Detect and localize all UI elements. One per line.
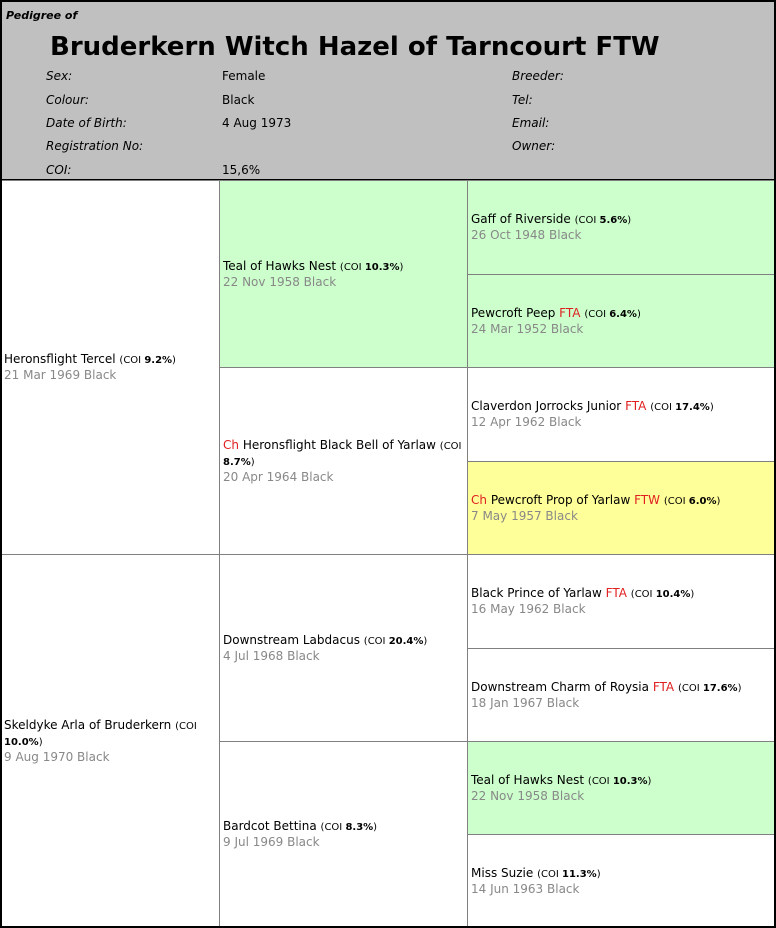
sire-meta: 21 Mar 1969 Black [4, 368, 117, 382]
sire-dam-cell[interactable] [219, 367, 468, 555]
sss-coi: (COI 5.6%) [574, 215, 632, 226]
sss-meta: 26 Oct 1948 Black [471, 228, 582, 242]
dam-dam-coi: (COI 8.3%) [320, 822, 378, 833]
dob-label: Date of Birth: [46, 116, 127, 130]
pedigree-of-label: Pedigree of [6, 9, 78, 22]
coi-value: 15,6% [222, 163, 261, 177]
colour-label: Colour: [46, 93, 89, 107]
dds-name[interactable]: Teal of Hawks Nest [471, 772, 585, 787]
sire-coi: (COI 9.2%) [119, 355, 176, 366]
dam-sire-meta: 4 Jul 1968 Black [223, 648, 320, 663]
dds-cell[interactable] [467, 741, 776, 835]
sire-dam-meta: 20 Apr 1964 Black [223, 469, 334, 484]
dsd-title: FTA [652, 679, 675, 694]
sire-dam-name[interactable]: Heronsflight Black Bell of Yarlaw [242, 437, 436, 452]
ssd-title: FTA [559, 305, 581, 320]
sex-label: Sex: [46, 69, 73, 83]
email-label: Email: [512, 116, 550, 130]
sire-sire-coi: (COI 10.3%) [339, 261, 404, 273]
sds-coi: (COI 17.4%) [650, 402, 714, 413]
dss-name[interactable]: Black Prince of Yarlaw [471, 586, 602, 600]
dsd-name[interactable]: Downstream Charm of Roysia [471, 679, 649, 694]
ddd-coi: (COI 11.3%) [537, 868, 601, 880]
sss-name[interactable]: Gaff of Riverside [471, 212, 571, 226]
dds-coi: (COI 10.3%) [587, 775, 652, 787]
ssd-name[interactable]: Pewcroft Peep [471, 305, 556, 320]
dog-title: Bruderkern Witch Hazel of Tarncourt FTW [50, 32, 660, 62]
dam-sire-coi: (COI 20.4%) [363, 635, 428, 647]
sdd-title: FTW [634, 492, 660, 507]
dam-coi: (COI 10.0%) [4, 720, 197, 748]
dss-meta: 16 May 1962 Black [471, 602, 586, 616]
sire-sire-meta: 22 Nov 1958 Black [223, 274, 337, 289]
dds-meta: 22 Nov 1958 Black [471, 788, 585, 803]
sds-meta: 12 Apr 1962 Black [471, 415, 582, 429]
pedigree-header [0, 0, 776, 181]
dsd-meta: 18 Jan 1967 Black [471, 695, 580, 710]
sdd-prefix: Ch [471, 492, 487, 507]
sdd-coi: (COI 6.0%) [663, 495, 721, 507]
sds-title: FTA [625, 399, 647, 413]
dam-sire-name[interactable]: Downstream Labdacus [223, 632, 360, 647]
sire-sire-name[interactable]: Teal of Hawks Nest [223, 258, 337, 273]
sire-cell[interactable] [0, 180, 220, 555]
tel-label: Tel: [512, 93, 533, 107]
registration-label: Registration No: [46, 139, 144, 153]
sire-sire-cell[interactable] [219, 180, 468, 368]
dam-dam-meta: 9 Jul 1969 Black [223, 835, 320, 849]
sds-name[interactable]: Claverdon Jorrocks Junior [471, 399, 622, 413]
dss-title: FTA [605, 586, 627, 600]
dam-sire-cell[interactable] [219, 554, 468, 742]
breeder-label: Breeder: [512, 69, 564, 83]
dam-meta: 9 Aug 1970 Black [4, 749, 110, 764]
dss-cell[interactable] [467, 554, 776, 649]
coi-label: COI: [46, 163, 72, 177]
sex-value: Female [222, 69, 266, 83]
ssd-cell[interactable] [467, 274, 776, 368]
dam-dam-name[interactable]: Bardcot Bettina [223, 819, 317, 833]
dam-cell[interactable] [0, 554, 220, 928]
ddd-meta: 14 Jun 1963 Black [471, 881, 580, 896]
sire-dam-coi: (COI 8.7%) [223, 440, 462, 468]
sds-cell[interactable] [467, 367, 776, 462]
champion-prefix: Ch [223, 437, 239, 452]
sdd-name[interactable]: Pewcroft Prop of Yarlaw [490, 492, 631, 507]
dam-dam-cell[interactable] [219, 741, 468, 928]
dsd-cell[interactable] [467, 648, 776, 742]
sdd-meta: 7 May 1957 Black [471, 508, 578, 523]
sire-name[interactable]: Heronsflight Tercel [4, 352, 116, 366]
ddd-cell[interactable] [467, 834, 776, 928]
sdd-cell[interactable] [467, 461, 776, 555]
ssd-coi: (COI 6.4%) [584, 308, 641, 320]
dsd-coi: (COI 17.6%) [677, 682, 742, 694]
sss-cell[interactable] [467, 180, 776, 275]
ddd-name[interactable]: Miss Suzie [471, 865, 534, 880]
dob-value: 4 Aug 1973 [222, 116, 292, 130]
colour-value: Black [222, 93, 255, 107]
dam-name[interactable]: Skeldyke Arla of Bruderkern [4, 717, 172, 732]
owner-label: Owner: [512, 139, 556, 153]
dss-coi: (COI 10.4%) [630, 589, 695, 600]
ssd-meta: 24 Mar 1952 Black [471, 321, 584, 336]
